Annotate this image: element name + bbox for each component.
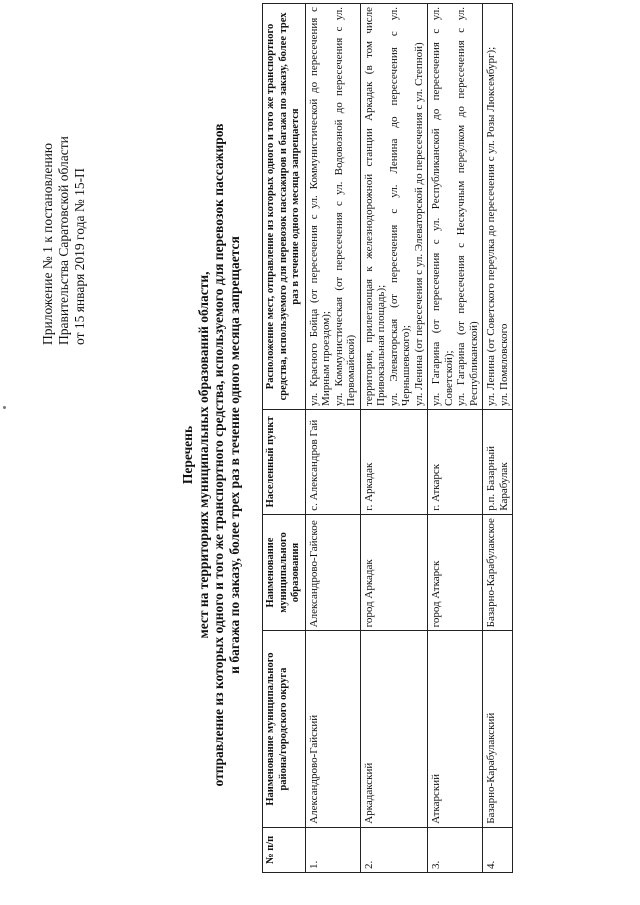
title-line-2: мест на территориях муниципальных образований области, (195, 271, 211, 639)
header-district: Наименование муниципального района/городского округа (263, 631, 306, 827)
row-municipality: Александрово-Гайское (305, 514, 360, 631)
location-line: ул. Ленина (от Советского переулка до пересечения с ул. Розы Люксембург); (485, 46, 497, 406)
table-header-row (263, 4, 306, 873)
title-line-4: и багажа по заказу, более трех раз в течение одного месяца запрещается (226, 236, 242, 674)
row-location (428, 4, 483, 410)
row-district: Базарно-Карабулакский (483, 631, 513, 827)
location-line: ул. Элеваторская (от пересечения с ул. Ленина до пересечения с ул. Чернышевского); (387, 7, 412, 406)
appendix-line-2: Правительства Саратовской области (56, 136, 71, 345)
location-line: ул. Гагарина (от пересечения с ул. Республиканской до пересечения с ул. Советской); (430, 7, 455, 406)
row-district: Александрово-Гайский (305, 631, 360, 827)
title-line-3: отправление из которых одного и того же транспортного средства, используемого для перевозок пассажиров (211, 123, 226, 787)
table-row (305, 4, 360, 873)
header-municipality: Наименование муниципального образования (263, 514, 306, 631)
row-settlement: с. Александров Гай (305, 409, 360, 514)
row-municipality: город Аркадак (360, 514, 428, 631)
row-num: 4. (483, 827, 513, 872)
location-line: ул. Красного Бойца (от пересечения с ул. Коммунистической до пересечения с Мирным проездом); (307, 7, 332, 406)
table-row (428, 4, 483, 873)
row-location (483, 4, 513, 410)
row-municipality: Базарно-Карабулакское (483, 514, 513, 631)
location-line: ул. Гагарина (от пересечения с Нескучным переулком до пересечения с ул. Республиканской) (455, 7, 480, 406)
location-line: территория, прилегающая к железнодорожной станции Аркадак (в том числе Привокзальная площадь); (362, 7, 387, 406)
row-settlement: г. Аткарск (428, 409, 483, 514)
appendix-line-3: от 15 января 2019 года № 15-П (72, 168, 87, 345)
location-line: ул. Ленина (от пересечения с ул. Элеваторской до пересечения с ул. Степной) (412, 42, 425, 406)
row-settlement: г. Аркадак (360, 409, 428, 514)
table-row (360, 4, 428, 873)
appendix-line-1: Приложение № 1 к постановлению (40, 143, 55, 345)
header-num: № п/п (263, 827, 306, 872)
row-settlement: р.п. Базарный Карабулак (483, 409, 513, 514)
appendix-header (40, 45, 88, 345)
header-location: Расположение мест, отправление из которых одного и того же транспортного средства, используемого для перевозок пассажиров и багажа по заказу, более трех раз в течение одного месяца запрещается (263, 4, 306, 410)
row-location (360, 4, 428, 410)
table-row (483, 4, 513, 873)
location-line: ул. Помяловского (497, 323, 510, 406)
row-num: 3. (428, 827, 483, 872)
header-settlement: Населенный пункт (263, 409, 306, 514)
row-location (305, 4, 360, 410)
row-municipality: город Аткарск (428, 514, 483, 631)
row-num: 2. (360, 827, 428, 872)
row-district: Аркадакский (360, 631, 428, 827)
location-line: ул. Коммунистическая (от пересечения с ул. Водовозной до пересечения с ул. Первомайской) (332, 7, 357, 406)
title-line-1: Перечень (180, 425, 195, 485)
row-num: 1. (305, 827, 360, 872)
places-table (262, 3, 513, 873)
document-title (180, 65, 242, 845)
row-district: Аткарский (428, 631, 483, 827)
